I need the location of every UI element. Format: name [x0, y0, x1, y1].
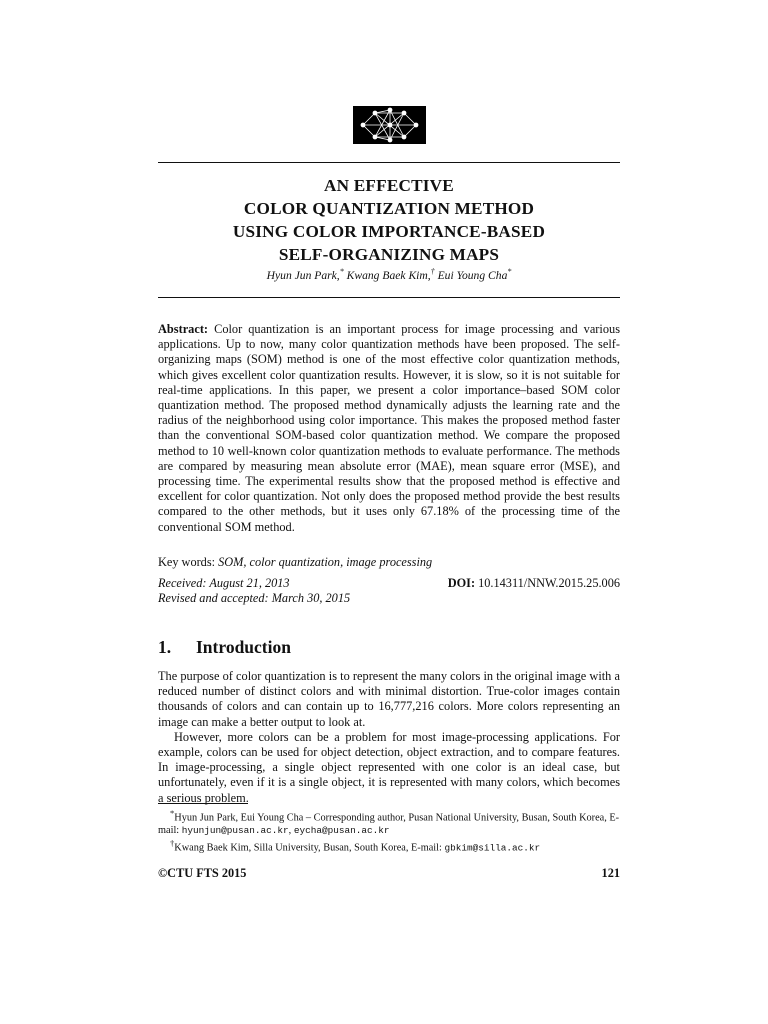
email-link[interactable]: hyunjun@pusan.ac.kr	[181, 824, 289, 836]
title-line: COLOR QUANTIZATION METHOD	[243, 199, 535, 218]
paragraph: However, more colors can be a problem for most image-processing applications. For example, colors can be used for object detection, object extraction, and to compare features. In image-processing, a single object represented with one color is an ideal case, but unfortunately, even if it is a single object, it is represented with many colors, which becomes a serious problem.	[158, 729, 620, 805]
revised-date: Revised and accepted: March 30, 2015	[158, 591, 351, 605]
footnote	[158, 807, 620, 837]
page-footer	[158, 866, 620, 881]
author-mark: *	[507, 267, 512, 276]
title-line: SELF-ORGANIZING MAPS	[278, 245, 500, 264]
paper-title	[158, 174, 620, 266]
abstract-label: Abstract:	[158, 322, 209, 336]
doi	[448, 576, 620, 591]
email-link[interactable]: eycha@pusan.ac.kr	[293, 824, 390, 836]
footnote-mark: †	[170, 838, 175, 849]
section-title: Introduction	[196, 637, 291, 657]
keywords-label: Key words:	[158, 555, 219, 569]
keywords-value: SOM, color quantization, image processing	[218, 555, 433, 569]
abstract-text: Color quantization is an important process for image processing and various applications. Up to now, many color quantization methods have been proposed. The self-organizing maps (SOM) method is one of the most effective color quantization methods, which gives excellent color quantization results. However, it is slow, so it is not suitable for real-time applications. In this paper, we present a color importance–based SOM color quantization method. The proposed method dynamically adjusts the learning rate and the radius of the neighborhood using color importance. This makes the proposed method faster than the conventional SOM-based color quantization method. We compare the proposed method to 10 well-known color quantization methods to evaluate performance. The methods are compared by measuring mean absolute error (MAE), mean square error (MSE), and processing time. The experimental results show that the proposed method is effective and excellent for color quantization. Not only does the proposed method provide the best results compared to the other methods, but it uses only 67.18% of the processing time of the conventional SOM method.	[158, 322, 620, 534]
intro-body	[158, 669, 620, 806]
abstract-rule	[158, 297, 620, 298]
dates-block	[158, 576, 620, 606]
title-line: USING COLOR IMPORTANCE-BASED	[232, 222, 546, 241]
page-number: 121	[601, 866, 620, 880]
doi-value: 10.14311/NNW.2015.25.006	[475, 576, 620, 590]
paragraph: The purpose of color quantization is to represent the many colors in the original image with a reduced number of distinct colors and with minimal distortion. True-color images contain thousands of colors and can contain up to 16,777,216 colors. More colors representing an image can make a better output to look at.	[158, 669, 620, 729]
title-line: AN EFFECTIVE	[324, 176, 454, 195]
copyright: ©CTU FTS 2015	[158, 866, 247, 880]
author-name: Eui Young Cha	[434, 268, 508, 282]
abstract	[158, 322, 620, 535]
author-list	[158, 267, 620, 282]
separator: ,	[288, 824, 294, 836]
footnote-text: Kwang Baek Kim, Silla University, Busan, South Korea, E-mail:	[174, 842, 445, 854]
footnote	[158, 837, 620, 855]
author-mark: *	[339, 267, 344, 276]
footnote-mark: *	[170, 808, 175, 818]
section-heading	[158, 637, 620, 658]
received-date: Received: August 21, 2013	[158, 576, 290, 590]
author-mark: †	[430, 267, 435, 276]
author-name: Kwang Baek Kim,	[343, 268, 431, 282]
footnote-rule	[158, 803, 248, 804]
network-logo-icon	[353, 106, 426, 144]
top-rule	[158, 162, 620, 163]
footnote-text: Hyun Jun Park, Eui Young Cha – Corresponding author, Pusan National University, Busan, South Korea, E-mail:	[158, 812, 620, 836]
keywords	[158, 555, 620, 570]
journal-logo	[353, 106, 426, 144]
doi-label: DOI:	[447, 576, 476, 590]
section-number: 1.	[158, 637, 172, 657]
email-link[interactable]: gbkim@silla.ac.kr	[444, 842, 541, 854]
footnotes	[158, 807, 620, 855]
author-name: Hyun Jun Park,	[266, 268, 340, 282]
